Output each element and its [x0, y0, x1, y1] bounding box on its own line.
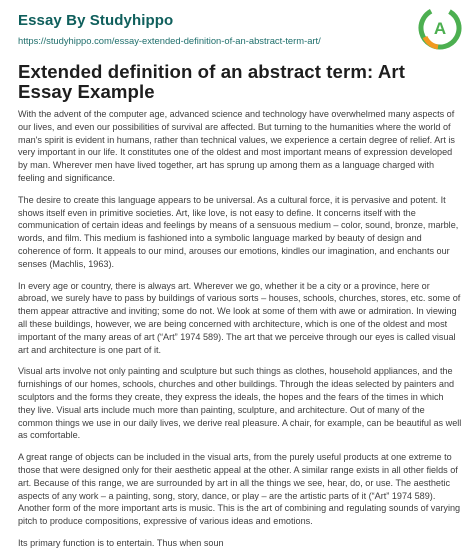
- article-paragraph: Its primary function is to entertain. Thus when soun: [18, 537, 224, 548]
- studyhippo-logo-icon[interactable]: [418, 6, 462, 50]
- article-body: [18, 108, 462, 559]
- article-paragraph: In every age or country, there is always art. Wherever we go, whether it be a city or a province, here or abroad, we surely have to pass by buildings of various sorts – houses, schools, churches, stores, etc. some of them appear attractive and inviting; some do not. We look at some of them with awe or admiration. In viewing all these buildings, however, we are being concerned with architecture, which is one of the oldest and most important of the many areas of art (“Art” 1974 589). The art that we perceive through our eyes is called visual art and architecture is one part of it.: [18, 280, 461, 355]
- article-paragraph: A great range of objects can be included in the visual arts, from the purely useful products at one extreme to those that were designed only for their aesthetic appeal at the other. A similar range exists in all other fields of art. Because of this range, we are surrounded by art in all the things we see, hear, do, or use. The aesthetic aspects of any work – a painting, song, story, dance, or play – are the artistic parts of it (“Art” 1974 589). Another form of the more important arts is music. This is the art of combining and regulating sounds of varying pitch to produce compositions, expressive of various ideas and emotions.: [18, 452, 461, 527]
- site-brand[interactable]: Essay By Studyhippo: [18, 12, 174, 29]
- site-header: [0, 0, 474, 58]
- article-paragraph: The desire to create this language appears to be universal. As a cultural force, it is pervasive and potent. It shows itself even in primitive societies. Art, like love, is not easy to define. It concerns itself with the communication of certain ideas and feelings by means of a sensuous medium – color, sound, bronze, marble, words, and film. This medium is fashioned into a symbolic language marked by beauty of design and coherence of form. It appeals to our mind, arouses our emotions, kindles our imagination, and enchants our senses (Machlis, 1963).: [18, 194, 459, 269]
- page-url-link[interactable]: https://studyhippo.com/essay-extended-definition-of-an-abstract-term-art/: [18, 35, 321, 46]
- article-paragraph: Visual arts involve not only painting and sculpture but such things as clothes, household appliances, and the furnishings of our homes, schools, churches and other buildings. Through the ideas selected by painters and sculptors and the forms they create, they express the ideals, the hopes and the fears of the times in which they live. Visual arts include much more than painting, sculpture, and architecture. Out of many of the common things we use in our daily lives, we derive real pleasure. A chair, for example, can be beautiful as well as comfortable.: [18, 366, 462, 441]
- article-paragraph: With the advent of the computer age, advanced science and technology have overwhelmed many aspects of our lives, and even our possibilities of survival are affected. But turning to the humanities where the world of man's spirit is evident in humans, rather than technical values, we experience a certain degree of relief. Art is very important in our life. It constitutes one of the oldest and most important means of expression developed by man. Wherever men have lived together, art has sprung up among them as a language charged with feeling and significance.: [18, 109, 455, 183]
- logo-letter: A: [433, 19, 447, 38]
- article-title: Extended definition of an abstract term: Art Essay Example: [18, 61, 405, 102]
